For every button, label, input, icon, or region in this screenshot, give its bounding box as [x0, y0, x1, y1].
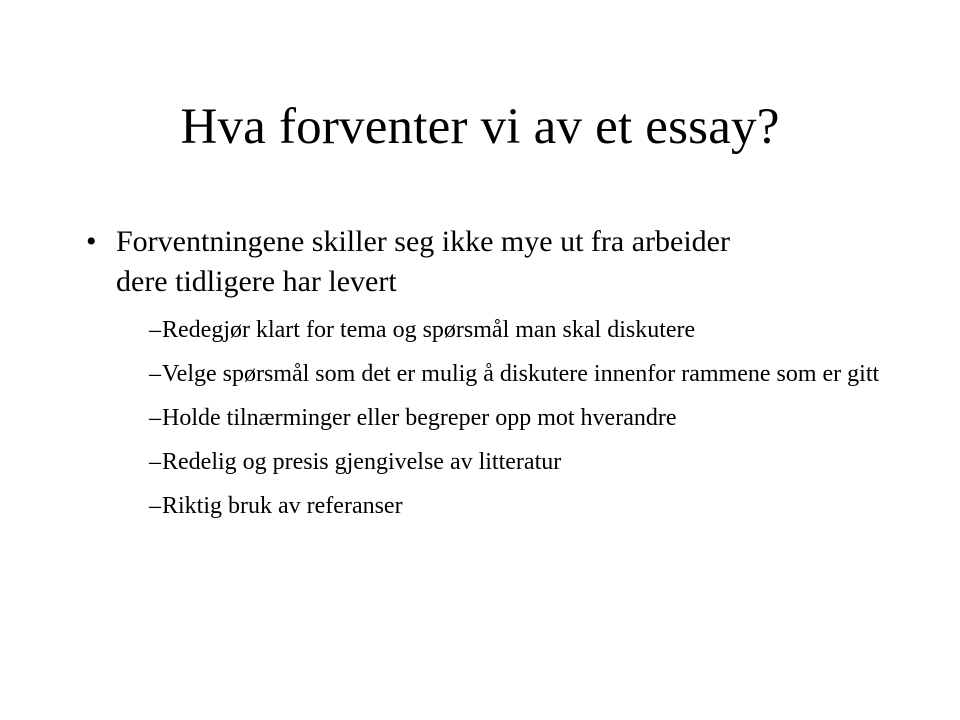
dash-marker: –: [149, 493, 161, 519]
sub-bullet-text: Redegjør klart for tema og spørsmål man skal diskutere: [162, 317, 696, 343]
sub-bullet-item: [149, 314, 909, 346]
dash-marker: –: [149, 449, 161, 475]
dash-marker: –: [149, 405, 161, 431]
dash-marker: –: [149, 317, 161, 343]
sub-bullet-item: [149, 490, 909, 522]
sub-bullet-text: Velge spørsmål som det er mulig å diskutere innenfor rammene som er gitt: [162, 361, 880, 387]
sub-bullet-item: [149, 358, 909, 390]
sub-bullet-text: Riktig bruk av referanser: [162, 493, 403, 519]
slide-title: Hva forventer vi av et essay?: [180, 99, 780, 155]
main-bullet-text: Forventningene skiller seg ikke mye ut fra arbeider dere tidligere har levert: [116, 225, 730, 298]
sub-bullet-list: [149, 314, 909, 534]
main-bullet: [86, 222, 806, 302]
sub-bullet-text: Redelig og presis gjengivelse av litteratur: [162, 449, 562, 475]
sub-bullet-text: Holde tilnærminger eller begreper opp mot hverandre: [162, 405, 677, 431]
sub-bullet-item: [149, 402, 909, 434]
sub-bullet-item: [149, 446, 909, 478]
dash-marker: –: [149, 361, 161, 387]
bullet-marker: •: [86, 225, 97, 258]
